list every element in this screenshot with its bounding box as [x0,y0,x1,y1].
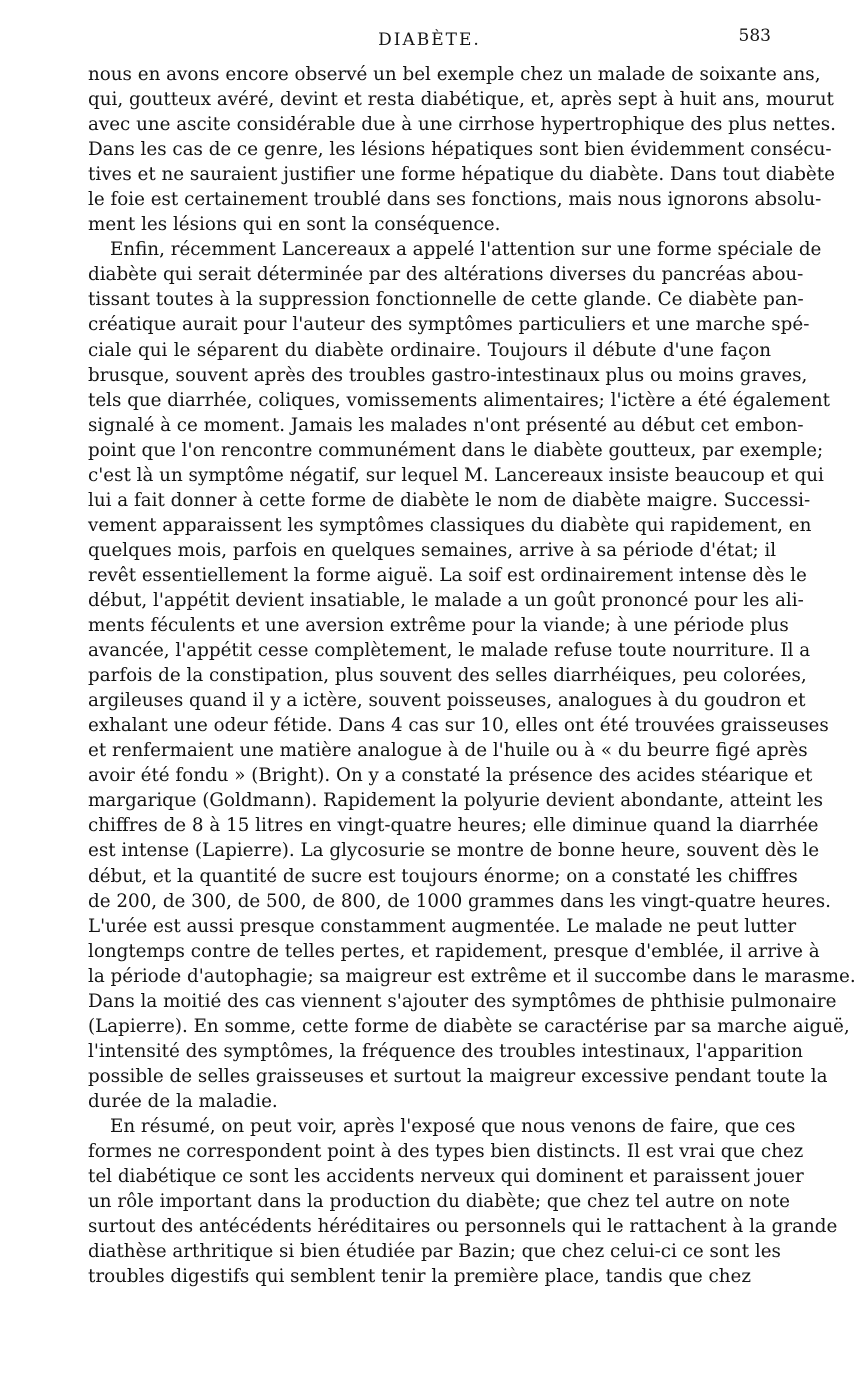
text-line: point que l'on rencontre communément dans le diabète goutteux, par exemple; [88,439,824,461]
text-line: lui a fait donner à cette forme de diabète le nom de diabète maigre. Successi- [88,489,811,511]
text-line: tel diabétique ce sont les accidents nerveux qui dominent et paraissent jouer [88,1166,804,1188]
paragraph [88,1114,838,1289]
text-line: avec une ascite considérable due à une cirrhose hypertrophique des plus nettes. [88,114,836,136]
text-line: le foie est certainement troublé dans ses fonctions, mais nous ignorons absolu- [88,189,822,211]
text-line: longtemps contre de telles pertes, et rapidement, presque d'emblée, il arrive à [88,940,820,962]
text-line: avancée, l'appétit cesse complètement, le malade refuse toute nourriture. Il a [88,640,811,662]
text-line: et renfermaient une matière analogue à de l'huile ou à « du beurre figé après [88,740,808,762]
text-line: diabète qui serait déterminée par des altérations diverses du pancréas abou- [88,264,804,286]
text-line: brusque, souvent après des troubles gastro-intestinaux plus ou moins graves, [88,364,808,386]
text-line: ment les lésions qui en sont la conséquence. [88,214,501,236]
paragraph [88,62,836,237]
text-line: troubles digestifs qui semblent tenir la première place, tandis que chez [88,1266,751,1288]
text-line: qui, goutteux avéré, devint et resta diabétique, et, après sept à huit ans, mourut [88,89,834,111]
text-line: formes ne correspondent point à des types bien distincts. Il est vrai que chez [88,1141,804,1163]
text-line: tives et ne sauraient justifier une forme hépatique du diabète. Dans tout diabète [88,164,835,186]
text-line: ments féculents et une aversion extrême pour la viande; à une période plus [88,615,789,637]
running-title: DIABÈTE. [378,30,481,50]
text-line: Enfin, récemment Lancereaux a appelé l'attention sur une forme spéciale de [110,239,822,261]
text-line: Dans les cas de ce genre, les lésions hépatiques sont bien évidemment consécu- [88,139,832,161]
text-line: la période d'autophagie; sa maigreur est extrême et il succombe dans le marasme. [88,965,856,987]
text-line: avoir été fondu » (Bright). On y a constaté la présence des acides stéarique et [88,765,813,787]
text-line: margarique (Goldmann). Rapidement la polyurie devient abondante, atteint les [88,790,823,812]
text-line: de 200, de 300, de 500, de 800, de 1000 grammes dans les vingt-quatre heures. [88,890,831,912]
text-line: revêt essentiellement la forme aiguë. La soif est ordinairement intense dès le [88,564,807,586]
text-line: c'est là un symptôme négatif, sur lequel M. Lancereaux insiste beaucoup et qui [88,464,824,486]
text-line: tels que diarrhée, coliques, vomissements alimentaires; l'ictère a été également [88,389,830,411]
page-number: 583 [738,26,771,46]
text-line: chiffres de 8 à 15 litres en vingt-quatre heures; elle diminue quand la diarrhée [88,815,819,837]
text-line: exhalant une odeur fétide. Dans 4 cas sur 10, elles ont été trouvées graisseuses [88,715,829,737]
text-line: Dans la moitié des cas viennent s'ajouter des symptômes de phthisie pulmonaire [88,990,837,1012]
text-line: (Lapierre). En somme, cette forme de diabète se caractérise par sa marche aiguë, [88,1015,850,1037]
text-line: possible de selles graisseuses et surtout la maigreur excessive pendant toute la [88,1065,828,1087]
text-line: durée de la maladie. [88,1090,278,1112]
text-line: surtout des antécédents héréditaires ou personnels qui le rattachent à la grande [88,1216,838,1238]
text-line: L'urée est aussi presque constamment augmentée. Le malade ne peut lutter [88,915,797,937]
text-line: créatique aurait pour l'auteur des symptômes particuliers et une marche spé- [88,314,810,336]
text-line: est intense (Lapierre). La glycosurie se montre de bonne heure, souvent dès le [88,840,820,862]
text-line: argileuses quand il y a ictère, souvent poisseuses, analogues à du goudron et [88,690,806,712]
text-line: signalé à ce moment. Jamais les malades n'ont présenté au début cet embon- [88,414,804,436]
text-line: diathèse arthritique si bien étudiée par Bazin; que chez celui-ci ce sont les [88,1241,781,1263]
body-text [88,62,856,1289]
text-line: l'intensité des symptômes, la fréquence des troubles intestinaux, l'apparition [88,1040,803,1062]
page-header [88,26,771,54]
text-line: début, l'appétit devient insatiable, le malade a un goût prononcé pour les ali- [88,589,804,611]
text-line: nous en avons encore observé un bel exemple chez un malade de soixante ans, [88,64,821,85]
text-line: En résumé, on peut voir, après l'exposé que nous venons de faire, que ces [110,1115,796,1137]
text-line: début, et la quantité de sucre est toujours énorme; on a constaté les chiffres [88,865,798,887]
text-line: parfois de la constipation, plus souvent des selles diarrhéiques, peu colorées, [88,665,807,687]
text-line: ciale qui le séparent du diabète ordinaire. Toujours il débute d'une façon [88,339,771,361]
text-line: tissant toutes à la suppression fonctionnelle de cette glande. Ce diabète pan- [88,289,804,311]
paragraph [88,237,856,1114]
text-line: quelques mois, parfois en quelques semaines, arrive à sa période d'état; il [88,539,777,561]
text-line: vement apparaissent les symptômes classiques du diabète qui rapidement, en [88,514,812,536]
text-line: un rôle important dans la production du diabète; que chez tel autre on note [88,1191,790,1213]
